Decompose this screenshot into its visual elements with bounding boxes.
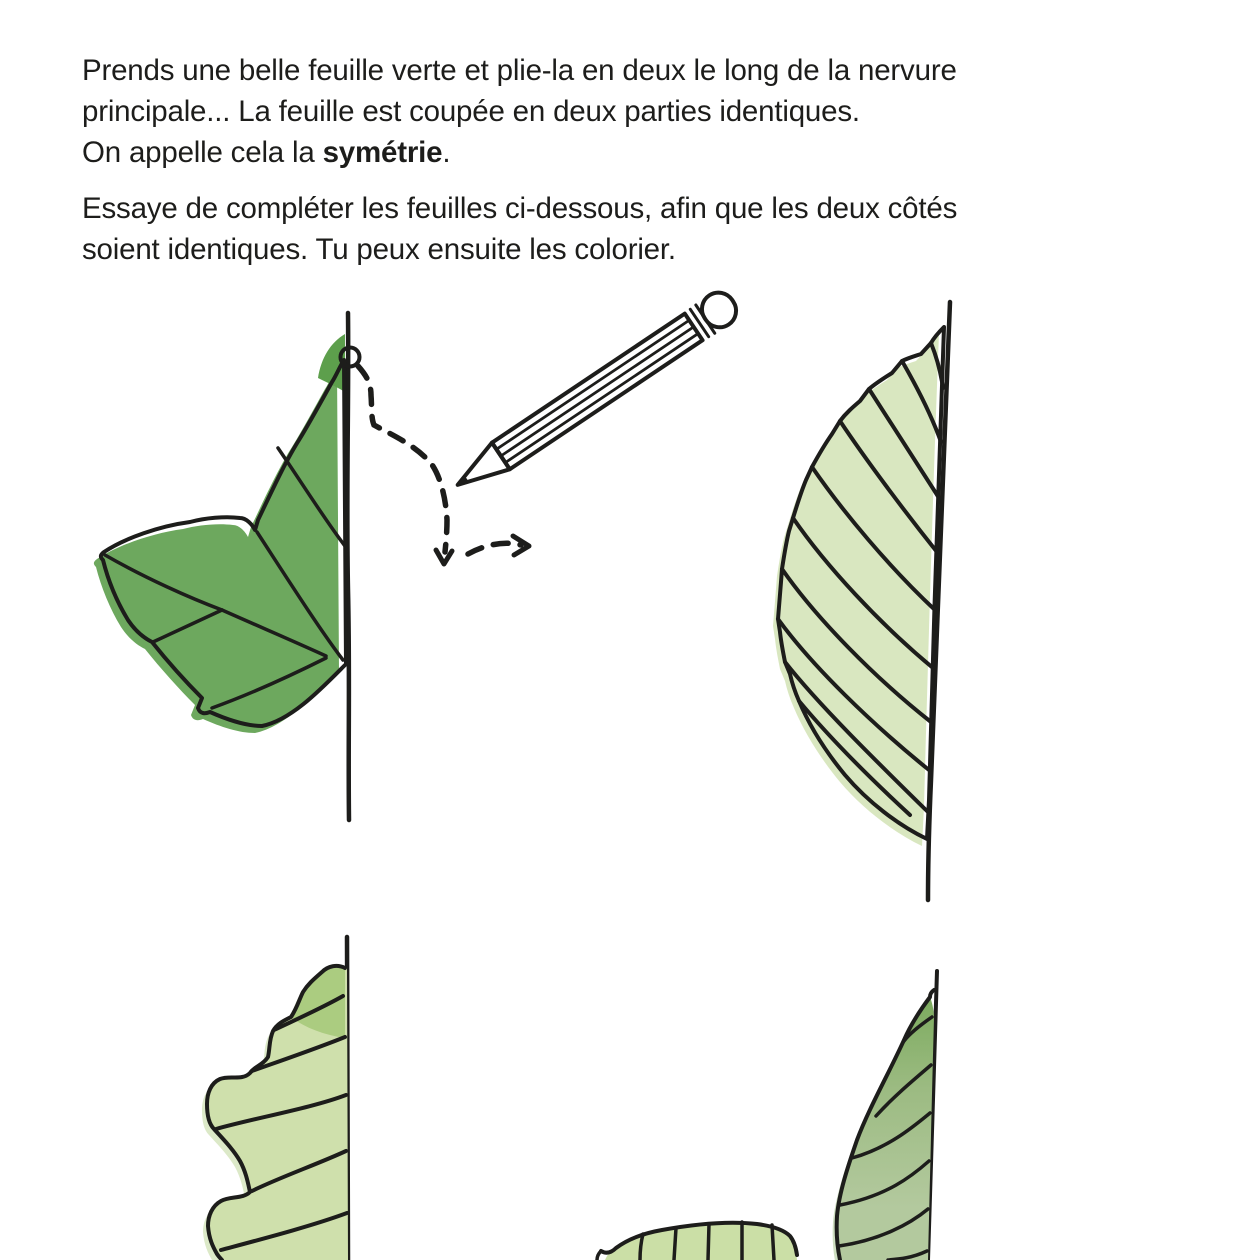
pencil-icon — [448, 286, 743, 499]
intro-line-3-suffix: . — [442, 136, 451, 169]
instructions-line-1: Essaye de compléter les feuilles ci-dessous, afin que les deux côtés — [82, 192, 958, 225]
instructions-paragraph — [82, 188, 957, 270]
oak-half-leaf-group — [202, 937, 348, 1260]
instructions-line-2: soient identiques. Tu peux ensuite les colorier. — [82, 233, 676, 266]
pencil-facet-lines — [498, 320, 698, 461]
fold-line-top-left — [347, 313, 349, 820]
smooth-half-leaf-group — [833, 971, 937, 1260]
dashed-trace-arrow-group — [358, 366, 529, 564]
symmetry-keyword: symétrie — [322, 136, 443, 169]
intro-paragraph — [82, 50, 957, 173]
intro-line-1: Prends une belle feuille verte et plie-la en deux le long de la nervure — [82, 54, 957, 87]
dashed-trace-path-right — [468, 543, 521, 554]
dashed-trace-path — [358, 366, 447, 552]
serrated-half-leaf-group — [773, 302, 950, 900]
maple-leaf-paint-bleed — [94, 367, 339, 733]
smooth-half-leaf-fill — [837, 997, 934, 1260]
intro-line-3-prefix: On appelle cela la — [82, 136, 323, 169]
intro-line-3 — [82, 132, 957, 173]
leaf-symmetry-illustration — [0, 280, 1248, 1260]
leaf-fragment-group — [597, 1222, 797, 1260]
maple-half-leaf-group — [94, 313, 360, 820]
intro-line-2: principale... La feuille est coupée en deux parties identiques. — [82, 95, 860, 128]
